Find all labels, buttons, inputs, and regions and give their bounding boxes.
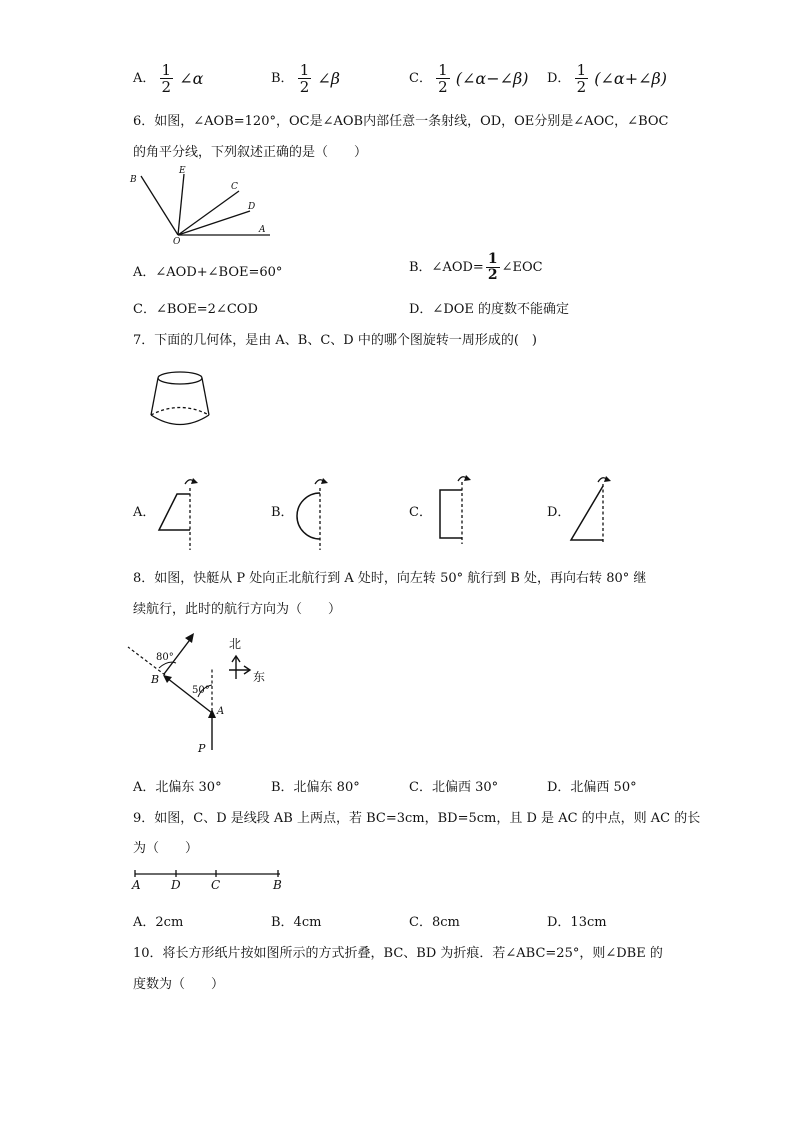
fraction: $\frac{1}{2}$ xyxy=(161,61,172,96)
label-b: B xyxy=(273,878,282,892)
q9-stem-line2: 为（ ） xyxy=(133,841,199,856)
q10-stem-line2: 度数为（ ） xyxy=(133,977,225,992)
fraction: $\frac{1}{2}$ xyxy=(576,61,587,96)
ray-oc xyxy=(178,191,239,235)
label-b: B xyxy=(130,175,137,185)
q10-stem-line1: 10．将长方形纸片按如图所示的方式折叠，BC、BD 为折痕．若∠ABC=25°，则∠DBE 的 xyxy=(133,946,663,961)
q7-label-d[interactable]: D． xyxy=(547,505,571,520)
fraction: $\frac{1}{2}$ xyxy=(299,61,310,96)
q9-segment-figure xyxy=(130,864,290,894)
q9-stem-line1: 9．如图，C、D 是线段 AB 上两点，若 BC=3cm，BD=5cm，且 D 是 AC 的中点，则 AC 的长 xyxy=(133,811,701,826)
q5-option-a[interactable] xyxy=(133,62,203,95)
q6-option-d[interactable]: D．∠DOE 的度数不能确定 xyxy=(409,302,570,317)
q6-option-a[interactable]: A．∠AOD+∠BOE=60° xyxy=(133,265,283,280)
label-o: O xyxy=(173,237,181,247)
q9-option-d[interactable]: D．13cm xyxy=(547,915,607,930)
q7-option-a-figure xyxy=(153,474,203,554)
q7-frustum-figure xyxy=(145,366,215,436)
q6-option-b[interactable]: B．∠AOD= $\frac{1}{2}$ ∠EOC xyxy=(409,251,543,283)
q8-option-d[interactable]: D．北偏西 50° xyxy=(547,780,637,795)
ray-oe xyxy=(178,174,184,235)
q7-label-c[interactable]: C． xyxy=(409,505,432,520)
q5-option-d[interactable] xyxy=(547,62,667,95)
option-expr: ∠α xyxy=(179,69,204,88)
label-p: P xyxy=(198,742,206,755)
q7-option-b-figure xyxy=(290,474,340,554)
ray-od xyxy=(178,211,250,235)
q6-option-c[interactable]: C．∠BOE=2∠COD xyxy=(133,302,258,317)
option-expr: ∠β xyxy=(317,69,341,88)
label-a: A xyxy=(132,878,141,892)
label-b: B xyxy=(151,673,160,686)
q9-option-b[interactable]: B．4cm xyxy=(271,915,322,930)
label-e: E xyxy=(179,166,186,176)
q8-stem-line2: 续航行，此时的航行方向为（ ） xyxy=(133,602,342,617)
label-angle-80: 80° xyxy=(156,652,174,663)
option-letter: C． xyxy=(409,71,432,86)
label-d: D xyxy=(171,878,181,892)
label-d: D xyxy=(248,202,256,212)
q8-option-c[interactable]: C．北偏西 30° xyxy=(409,780,499,795)
q9-option-a[interactable]: A．2cm xyxy=(133,915,184,930)
q7-stem: 7．下面的几何体，是由 A、B、C、D 中的哪个图旋转一周形成的( ) xyxy=(133,333,537,348)
q9-option-c[interactable]: C．8cm xyxy=(409,915,460,930)
option-letter: B． xyxy=(271,71,294,86)
option-letter: D． xyxy=(547,71,571,86)
q8-navigation-figure xyxy=(122,625,282,760)
q5-option-c[interactable] xyxy=(409,62,529,95)
q8-stem-line1: 8．如图，快艇从 P 处向正北航行到 A 处时，向左转 50° 航行到 B 处，再向右转 80° 继 xyxy=(133,571,647,586)
q5-option-b[interactable] xyxy=(271,62,340,95)
q7-label-a[interactable]: A． xyxy=(133,505,156,520)
label-c: C xyxy=(231,182,238,192)
q7-option-c-figure xyxy=(432,474,482,554)
q7-label-b[interactable]: B． xyxy=(271,505,294,520)
q8-option-a[interactable]: A．北偏东 30° xyxy=(133,780,222,795)
label-angle-50: 50° xyxy=(192,685,210,696)
label-north: 北 xyxy=(229,637,242,651)
label-east: 东 xyxy=(253,670,266,684)
fraction: $\frac{1}{2}$ xyxy=(487,251,498,283)
label-a: A xyxy=(217,706,225,717)
q6-stem-line1: 6．如图，∠AOB=120°，OC是∠AOB内部任意一条射线，OD，OE分别是∠AOC，∠BOC xyxy=(133,114,669,129)
q6-stem-line2: 的角平分线，下列叙述正确的是（ ） xyxy=(133,145,368,160)
option-expr: (∠α+∠β) xyxy=(594,69,668,88)
q6-angle-figure xyxy=(128,163,278,248)
label-c: C xyxy=(211,878,221,892)
q7-option-d-figure xyxy=(565,474,615,554)
q8-option-b[interactable]: B．北偏东 80° xyxy=(271,780,360,795)
ray-ob xyxy=(141,176,178,235)
fraction: $\frac{1}{2}$ xyxy=(438,61,448,96)
option-expr: (∠α−∠β) xyxy=(455,69,529,88)
option-letter: A． xyxy=(133,71,156,86)
label-a: A xyxy=(259,225,266,235)
